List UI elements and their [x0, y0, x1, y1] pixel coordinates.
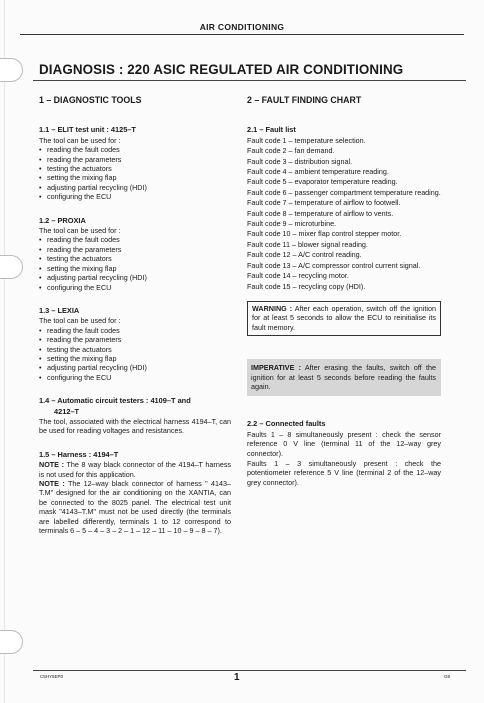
page-number: 1 [234, 672, 240, 683]
section-heading-tools: 1 – DIAGNOSTIC TOOLS [39, 95, 142, 105]
list-item: • adjusting partial recycling (HDI) [39, 363, 231, 372]
list-item: • adjusting partial recycling (HDI) [39, 183, 231, 192]
elit-section [39, 125, 231, 201]
list-item: • reading the fault codes [39, 145, 231, 154]
binder-hole [0, 255, 23, 279]
fault-code: Fault code 5 – evaporator temperature reading. [247, 177, 398, 187]
testers-title-cont: 4212–T [54, 406, 80, 416]
running-header [20, 0, 464, 38]
running-title: AIR CONDITIONING [199, 22, 285, 32]
list-item: • testing the actuators [39, 345, 231, 354]
fault-code: Fault code 3 – distribution signal. [247, 156, 353, 166]
fault-code: Fault code 11 – blower signal reading. [247, 239, 368, 249]
imperative-box [247, 359, 441, 396]
footer-rule [33, 670, 466, 671]
note-label: NOTE : [39, 479, 65, 488]
lexia-title: 1.3 – LEXIA [39, 305, 80, 315]
fault-code: Fault code 1 – temperature selection. [247, 135, 366, 145]
elit-intro: The tool can be used for : [39, 135, 121, 145]
testers-title: 1.4 – Automatic circuit testers : 4109–T and [39, 396, 191, 406]
page-title: DIAGNOSIS : 220 ASIC REGULATED AIR CONDITIONING [39, 62, 404, 77]
fault-code: Fault code 9 – microturbine. [247, 219, 337, 229]
harness-note-1 [39, 460, 231, 479]
warning-label: WARNING : [252, 303, 293, 313]
elit-list [39, 145, 231, 201]
list-item: • configuring the ECU [39, 192, 231, 201]
right-column [247, 96, 441, 487]
testers-section [39, 396, 231, 436]
header-rule [20, 34, 464, 35]
list-item: • reading the parameters [39, 155, 231, 164]
list-item: • reading the fault codes [39, 235, 231, 244]
imperative-label: IMPERATIVE : [251, 363, 302, 373]
fault-code: Fault code 14 – recycling motor. [247, 271, 349, 281]
note-text: The 8 way black connector of the 4194–T harness is not used for this application. [39, 460, 232, 479]
list-item: • configuring the ECU [39, 373, 231, 382]
fault-code: Fault code 13 – A/C compressor control current signal. [247, 260, 421, 270]
list-item: • reading the fault codes [39, 326, 231, 335]
fault-code: Fault code 7 – temperature of airflow to footwell. [247, 198, 401, 208]
warning-box [247, 301, 441, 336]
list-item: • setting the mixing flap [39, 173, 231, 182]
footer-section-code: G8 [443, 674, 450, 679]
footer-reference: C5HY5EP0 [40, 674, 64, 679]
left-column [39, 96, 231, 535]
harness-note-2 [39, 479, 231, 535]
list-item: • reading the parameters [39, 335, 231, 344]
list-item: • setting the mixing flap [39, 354, 231, 363]
fault-code: Fault code 4 – ambient temperature reading. [247, 167, 389, 177]
fault-code: Fault code 8 – temperature of airflow to vents. [247, 208, 394, 218]
lexia-list [39, 326, 231, 382]
proxia-intro: The tool can be used for : [39, 226, 121, 236]
harness-section [39, 450, 231, 536]
fault-code: Fault code 2 – fan demand. [247, 146, 335, 156]
proxia-title: 1.2 – PROXIA [39, 215, 86, 225]
lexia-section [39, 306, 231, 382]
page-edge [4, 0, 5, 703]
testers-text: The tool, associated with the electrical harness 4194–T, can be used for reading voltages and resistances. [39, 416, 231, 436]
elit-title: 1.1 – ELIT test unit : 4125–T [39, 125, 136, 135]
title-rule [33, 80, 466, 81]
proxia-list [39, 235, 231, 291]
connected-fault-1: Faults 1 – 8 simultaneously present : check the sensor reference 0 V line (terminal 11 of the 12–way grey connector). [247, 429, 441, 458]
list-item: • testing the actuators [39, 164, 231, 173]
list-item: • configuring the ECU [39, 283, 231, 292]
connected-fault-2: Faults 1 – 3 simultaneously present : check the potentiometer reference 5 V line (terminal 2 of the 12–way grey connector). [247, 458, 441, 487]
imperative-text: After erasing the faults, switch off the ignition for at least 5 seconds before reading the faults again. [251, 363, 436, 391]
list-item: • testing the actuators [39, 254, 231, 263]
warning-text: After each operation, switch off the ignition for at least 5 seconds to allow the ECU to reinitialise its fault memory. [252, 303, 436, 332]
fault-code-list [247, 136, 441, 291]
harness-title: 1.5 – Harness : 4194–T [39, 449, 119, 459]
fault-code: Fault code 15 – recycling copy (HDI). [247, 281, 366, 291]
list-item: • setting the mixing flap [39, 264, 231, 273]
list-item: • adjusting partial recycling (HDI) [39, 273, 231, 282]
binder-hole [0, 58, 23, 82]
list-item: • reading the parameters [39, 245, 231, 254]
note-text: The 12–way black connector of harness " 4143–T.M" designed for the air conditioning on the XANTIA, can be connected to the 8025 panel. The electrical test unit mask "4143–T.M" must not be used directly (the terminals are labelled differently, terminals 1 to 12 correspond to terminals 6 – 5 – 4 – 3 – 2 – 1 – 12 – 11 – 10 – 9 – 8 – 7). [39, 479, 232, 536]
fault-code: Fault code 6 – passenger compartment temperature reading. [247, 187, 441, 197]
lexia-intro: The tool can be used for : [39, 316, 121, 326]
fault-code: Fault code 12 – A/C control reading. [247, 250, 362, 260]
binder-hole [0, 630, 23, 654]
fault-code: Fault code 10 – mixer flap control stepper motor. [247, 229, 402, 239]
fault-list-title: 2.1 – Fault list [247, 125, 296, 135]
proxia-section [39, 216, 231, 292]
note-label: NOTE : [39, 460, 65, 470]
connected-faults-title: 2.2 – Connected faults [247, 419, 326, 429]
section-heading-fault-chart: 2 – FAULT FINDING CHART [247, 95, 362, 105]
